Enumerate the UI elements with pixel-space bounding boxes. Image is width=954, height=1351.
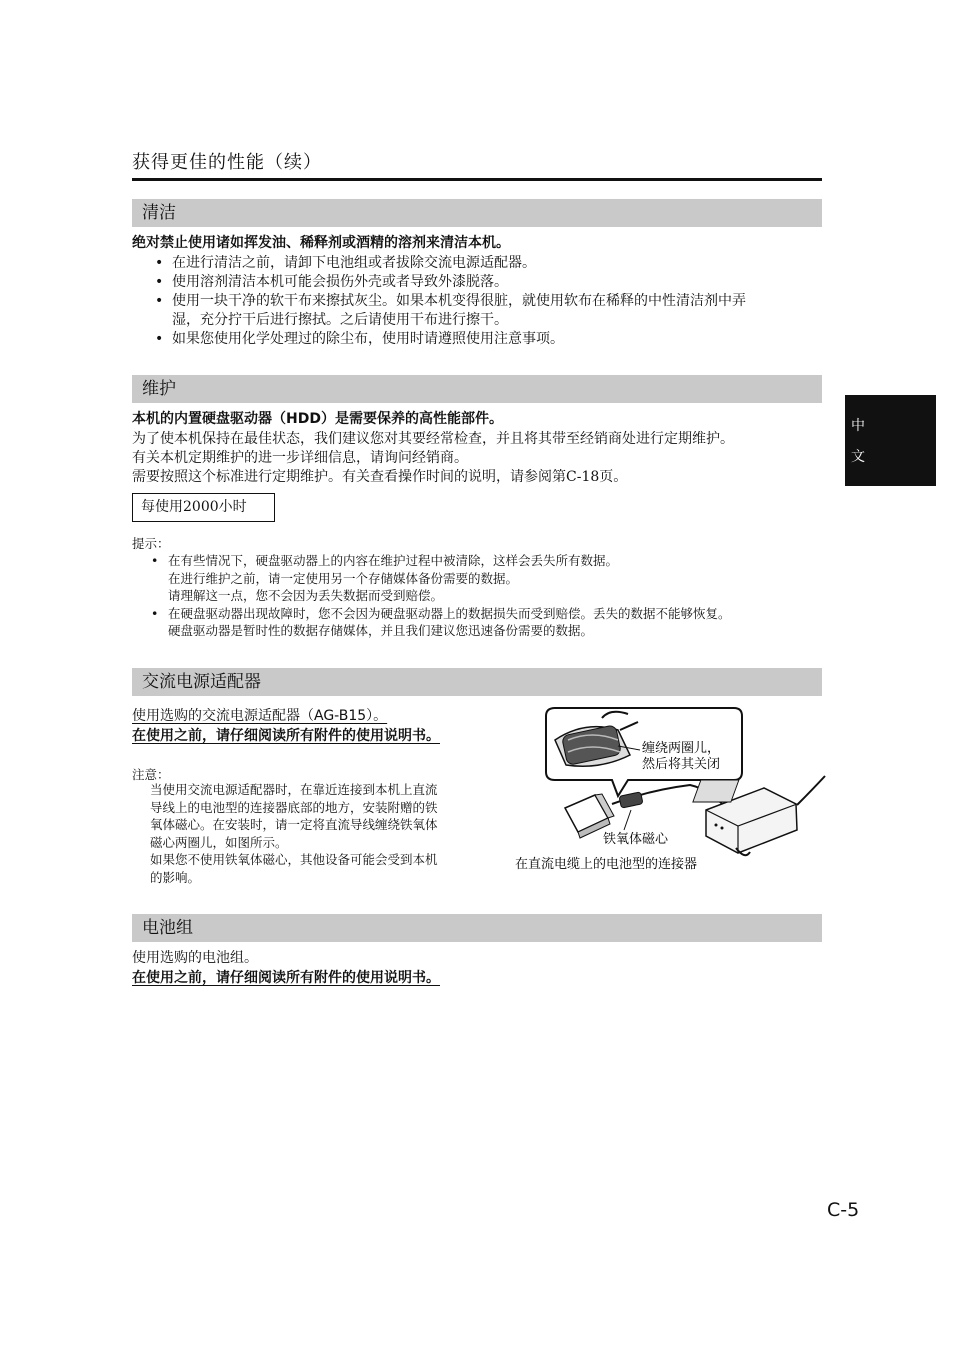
battery-line-1: 使用选购的电池组。 — [132, 950, 258, 966]
paragraph-line: 需要按照这个标准进行定期维护。有关查看操作时间的说明，请参阅第C-18页。 — [132, 469, 628, 485]
caution-line: 磁心两圈儿，如图所示。 — [150, 834, 288, 850]
caution-line: 当使用交流电源适配器时，在靠近连接到本机上直流 — [150, 782, 438, 797]
list-item: • 如果您使用化学处理过的除尘布，使用时请遵照使用注意事项。 — [155, 331, 564, 347]
cleaning-warning: 绝对禁止使用诸如挥发油、稀释剂或酒精的溶剂来清洁本机。 — [132, 235, 510, 251]
caution-label: 注意： — [132, 767, 170, 782]
battery-line-2: 在使用之前，请仔细阅读所有附件的使用说明书。 — [132, 970, 440, 986]
callout-text-2: 然后将其关闭 — [642, 757, 721, 772]
language-tab — [845, 395, 936, 486]
list-item: • 使用一块干净的软干布来擦拭灰尘。如果本机变得很脏，就使用软布在稀释的中性清洁剂中弄 湿，充分拧干后进行擦拭。之后请使用干布进行擦干。 — [155, 293, 746, 328]
maintenance-body — [132, 430, 832, 487]
section-heading-maintenance: 维护 — [132, 375, 822, 403]
ferrite-core-icon — [619, 792, 643, 808]
language-tab-char-2: 文 — [851, 449, 865, 465]
figure-label-ferrite-core: 铁氧体磁心 — [603, 832, 669, 847]
ac-adapter-line-1: 使用选购的交流电源适配器（AG-B15）。 — [132, 708, 388, 724]
callout-text-1: 缠绕两圈儿， — [642, 741, 721, 756]
paragraph-line: 有关本机定期维护的进一步详细信息，请询问经销商。 — [132, 450, 468, 466]
list-item: • 在有些情况下，硬盘驱动器上的内容在维护过程中被清除，这样会丢失所有数据。 在进行维护之前，请一定使用另一个存储媒体备份需要的数据。 请理解这一点，您不会因为丢失数据而受到赔偿。 — [151, 553, 619, 603]
title-divider — [132, 178, 822, 181]
figure-label-connector: 在直流电缆上的电池型的连接器 — [515, 857, 698, 872]
caution-line: 如果您不使用铁氧体磁心，其他设备可能会受到本机 — [150, 852, 438, 867]
caution-line: 氧体磁心。在安装时，请一定将直流导线缠绕铁氧体 — [150, 817, 438, 832]
tip-label: 提示： — [132, 536, 170, 551]
section-heading-cleaning: 清洁 — [132, 199, 822, 227]
section-heading-ac-adapter: 交流电源适配器 — [132, 668, 822, 696]
language-tab-char-1: 中 — [851, 418, 865, 434]
ac-power-cord — [797, 776, 825, 805]
maintenance-lead: 本机的内置硬盘驱动器（HDD）是需要保养的高性能部件。 — [132, 411, 503, 427]
caution-line: 的影响。 — [150, 869, 201, 885]
cleaning-bullet-list — [152, 254, 832, 349]
paragraph-line: 为了使本机保持在最佳状态，我们建议您对其要经常检查，并且将其带至经销商处进行定期维护。 — [132, 431, 734, 447]
section-heading-battery: 电池组 — [132, 914, 822, 942]
tips-list — [148, 552, 838, 640]
page-number: C-5 — [827, 1199, 860, 1221]
caution-text — [150, 781, 495, 886]
ac-adapter-line-2: 在使用之前，请仔细阅读所有附件的使用说明书。 — [132, 728, 440, 744]
list-item: • 在进行清洁之前，请卸下电池组或者拔除交流电源适配器。 — [155, 255, 536, 271]
page-title: 获得更佳的性能（续） — [132, 152, 322, 173]
maintenance-interval-box: 每使用2000小时 — [132, 493, 275, 522]
ferrite-core-illustration — [500, 700, 830, 885]
caution-line: 导线上的电池型的连接器底部的地方，安装附赠的铁 — [150, 799, 438, 815]
ac-adapter-icon — [693, 780, 797, 853]
list-item: • 使用溶剂清洁本机可能会损伤外壳或者导致外漆脱落。 — [155, 274, 508, 290]
list-item: • 在硬盘驱动器出现故障时，您不会因为硬盘驱动器上的数据损失而受到赔偿。丢失的数据不能够恢复。 硬盘驱动器是暂时性的数据存储媒体，并且我们建议您迅速备份需要的数据。 — [151, 605, 731, 638]
